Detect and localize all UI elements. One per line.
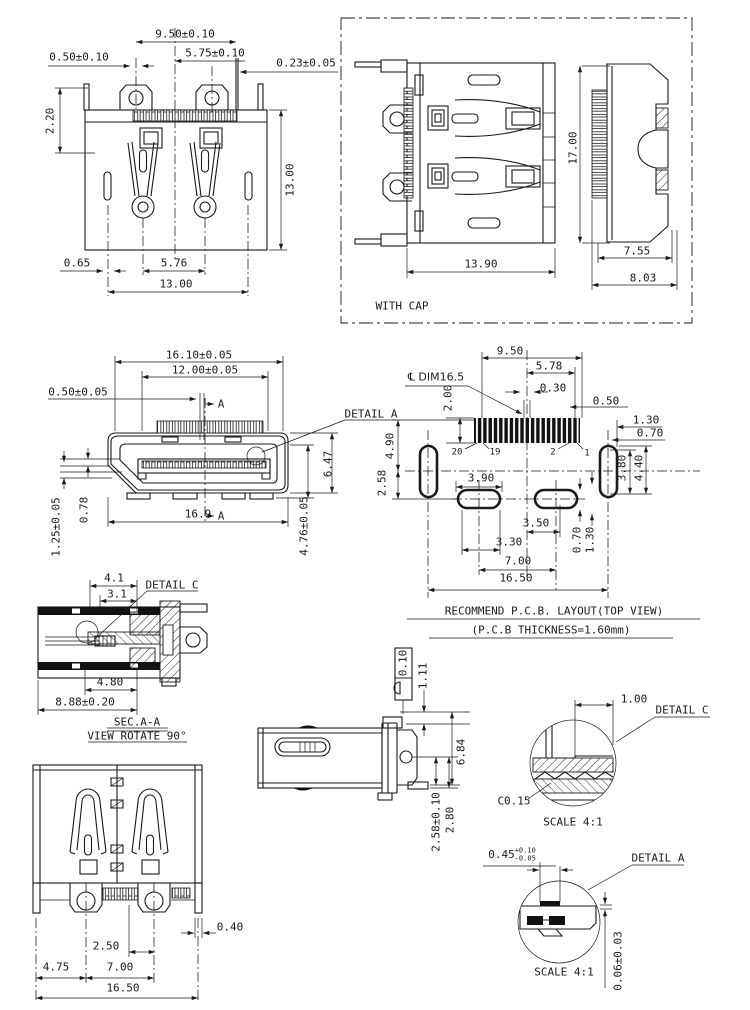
dim-side-258: 2.58±0.10	[429, 792, 443, 852]
tolerance-minus: -0.05	[514, 854, 536, 862]
dim-bot-475: 4.75	[42, 960, 70, 974]
dim-shell-width: 16.10±0.05	[165, 348, 233, 362]
dim-pin-row-width: 12.00±0.05	[171, 363, 239, 377]
title-detail-c: DETAIL C	[655, 703, 709, 717]
dim-lower-height: 4.76±0.05	[297, 496, 311, 556]
dim-pcb-258: 2.58	[375, 469, 389, 497]
dim-sec-41: 4.1	[104, 571, 124, 585]
scale-detail-a: SCALE 4:1	[534, 965, 594, 979]
dim-pcb-070-top: 0.70	[636, 426, 664, 440]
dim-sec-31: 3.1	[107, 587, 127, 601]
note-centerline-dim: ℄ DIM16.5	[407, 370, 465, 384]
dim-sec-888: 8.88±0.20	[55, 695, 115, 709]
dim-center-gap: 0.50±0.05	[48, 385, 108, 399]
dim-fork-span: 5.76	[160, 256, 188, 270]
dim-cap-width: 13.90	[464, 257, 498, 271]
dim-pcb-070-mid: 0.70	[570, 526, 584, 554]
dim-pad-width-toleranced: 0.45 +0.10 -0.05	[488, 846, 536, 862]
dim-bot-250: 2.50	[92, 939, 120, 953]
title-pcb-layout: RECOMMEND P.C.B. LAYOUT(TOP VIEW)	[444, 604, 664, 618]
section-arrow-a-top: A	[217, 397, 225, 411]
dim-post-height: 2.20	[43, 107, 57, 135]
dim-pcb-490: 4.90	[383, 432, 397, 460]
scale-detail-c: SCALE 4:1	[543, 815, 603, 829]
dim-pin-width: 0.50±0.10	[49, 50, 109, 64]
dim-cap-depth-2: 8.03	[629, 271, 657, 285]
dim-pcb-380: 3.80	[615, 454, 629, 482]
callout-detail-c: DETAIL C	[145, 578, 199, 592]
dim-side-684: 6.84	[454, 738, 468, 766]
dim-pcb-578: 5.78	[535, 359, 563, 373]
pin-number-1: 1	[584, 448, 590, 459]
dim-pcb-130-top: 1.30	[632, 413, 660, 427]
dim-edge-pin: 0.23±0.05	[276, 56, 336, 70]
tolerance-plus: +0.10	[514, 846, 536, 855]
dim-pcb-330: 3.30	[495, 535, 523, 549]
dim-pad-length: 2.00	[441, 384, 455, 412]
dim-pcb-030: 0.30	[539, 381, 567, 395]
callout-detail-a: DETAIL A	[344, 407, 398, 421]
note-view-rotate: VIEW ROTATE 90°	[87, 729, 187, 743]
dim-post-offset: 5.75±0.10	[185, 46, 245, 60]
dim-post-span: 9.50±0.10	[155, 27, 215, 41]
dim-bot-040: 0.40	[216, 920, 244, 934]
tolerance-frame-value: 0.10	[396, 649, 410, 677]
dim-pcb-1650: 16.50	[499, 571, 533, 585]
dim-pill-span: 13.00	[159, 277, 193, 291]
dim-detc-100: 1.00	[620, 692, 648, 706]
dim-cap-height: 17.00	[566, 131, 580, 165]
pin-number-19: 19	[489, 447, 501, 458]
dim-pcb-050: 0.50	[592, 394, 620, 408]
caption-with-cap: WITH CAP	[375, 299, 429, 313]
dim-pill-width: 0.65	[63, 256, 91, 270]
dim-bot-1650: 16.50	[106, 981, 140, 995]
dim-deta-006: 0.06±0.03	[611, 931, 625, 991]
dim-chamfer-c015: C0.15	[497, 794, 531, 808]
dim-pcb-350: 3.50	[522, 516, 550, 530]
view-side	[258, 648, 470, 800]
dim-pcb-440: 4.40	[632, 454, 646, 482]
dim-pcb-950: 9.50	[496, 344, 524, 358]
dim-pcb-130-mid: 1.30	[583, 526, 597, 554]
section-arrow-a-bottom: A	[217, 509, 225, 523]
dim-side-280: 2.80	[443, 806, 457, 834]
dim-bot-700: 7.00	[106, 960, 134, 974]
dim-front-height: 6.47	[321, 450, 335, 478]
title-section-aa: SEC.A-A	[113, 715, 161, 729]
pin-number-20: 20	[451, 447, 463, 458]
subtitle-pcb-thickness: (P.C.B THICKNESS=1.60mm)	[471, 623, 631, 637]
dim-sec-480: 4.80	[96, 675, 124, 689]
dim-side-111: 1.11	[416, 662, 430, 690]
dim-body-depth: 13.00	[283, 163, 297, 197]
pin-number-2: 2	[550, 447, 556, 458]
dim-tongue-offset: 0.78	[77, 496, 91, 524]
title-detail-a: DETAIL A	[631, 851, 685, 865]
dim-cavity-offset: 1.25±0.05	[49, 497, 63, 557]
dim-front-width: 16.9	[184, 507, 212, 521]
dim-cap-depth-1: 7.55	[623, 244, 651, 258]
view-front	[48, 356, 397, 527]
dim-slot-width: 3.90	[467, 471, 495, 485]
dim-pcb-700: 7.00	[504, 554, 532, 568]
